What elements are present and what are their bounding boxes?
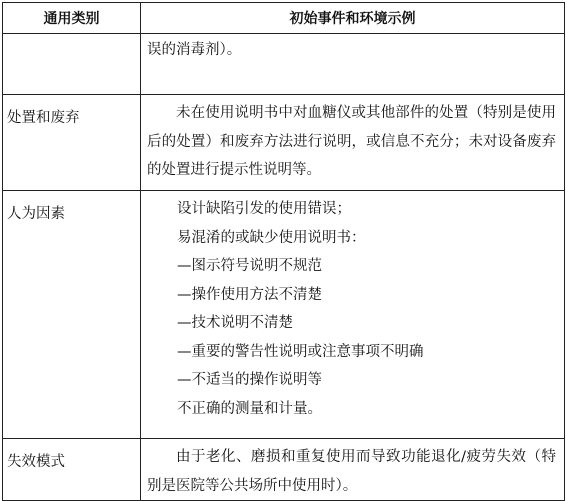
row-examples bbox=[141, 34, 565, 95]
row-examples bbox=[141, 439, 565, 501]
example-line: —重要的警告性说明或注意事项不明确 bbox=[177, 343, 424, 360]
example-line: —技术说明不清楚 bbox=[177, 315, 293, 331]
example-line: 设计缺陷引发的使用错误； bbox=[177, 201, 351, 217]
example-paragraph: 未在使用说明书中对血糖仪或其他部件的处置（特别是使用后的处置）和废弃方法进行说明，或信息不充分；未对设备废弃的处置进行提示性说明等。 bbox=[147, 105, 556, 178]
example-line: —图示符号说明不规范 bbox=[177, 258, 322, 274]
example-line: —不适当的操作说明等 bbox=[177, 372, 322, 388]
table-row bbox=[3, 34, 565, 95]
row-examples bbox=[141, 191, 565, 439]
example-line: 不正确的测量和计量。 bbox=[177, 400, 322, 417]
table-row bbox=[3, 95, 565, 191]
table-row bbox=[3, 191, 565, 439]
example-paragraph: 由于老化、磨损和重复使用而导致功能退化/疲劳失效（特别是医院等公共场所中使用时）。 bbox=[147, 449, 556, 494]
row-category: 失效模式 bbox=[3, 439, 141, 501]
example-line: 易混淆的或缺少使用说明书： bbox=[177, 229, 366, 246]
hazard-table bbox=[2, 2, 565, 501]
example-line: 误的消毒剂）。 bbox=[147, 42, 242, 58]
row-category: 人为因素 bbox=[3, 191, 141, 439]
row-category bbox=[3, 34, 141, 95]
header-category: 通用类别 bbox=[3, 3, 141, 34]
table-header-row bbox=[3, 3, 565, 34]
table-row bbox=[3, 439, 565, 501]
example-line: —操作使用方法不清楚 bbox=[177, 286, 322, 303]
header-examples: 初始事件和环境示例 bbox=[141, 3, 565, 34]
row-category: 处置和废弃 bbox=[3, 95, 141, 191]
row-examples bbox=[141, 95, 565, 191]
